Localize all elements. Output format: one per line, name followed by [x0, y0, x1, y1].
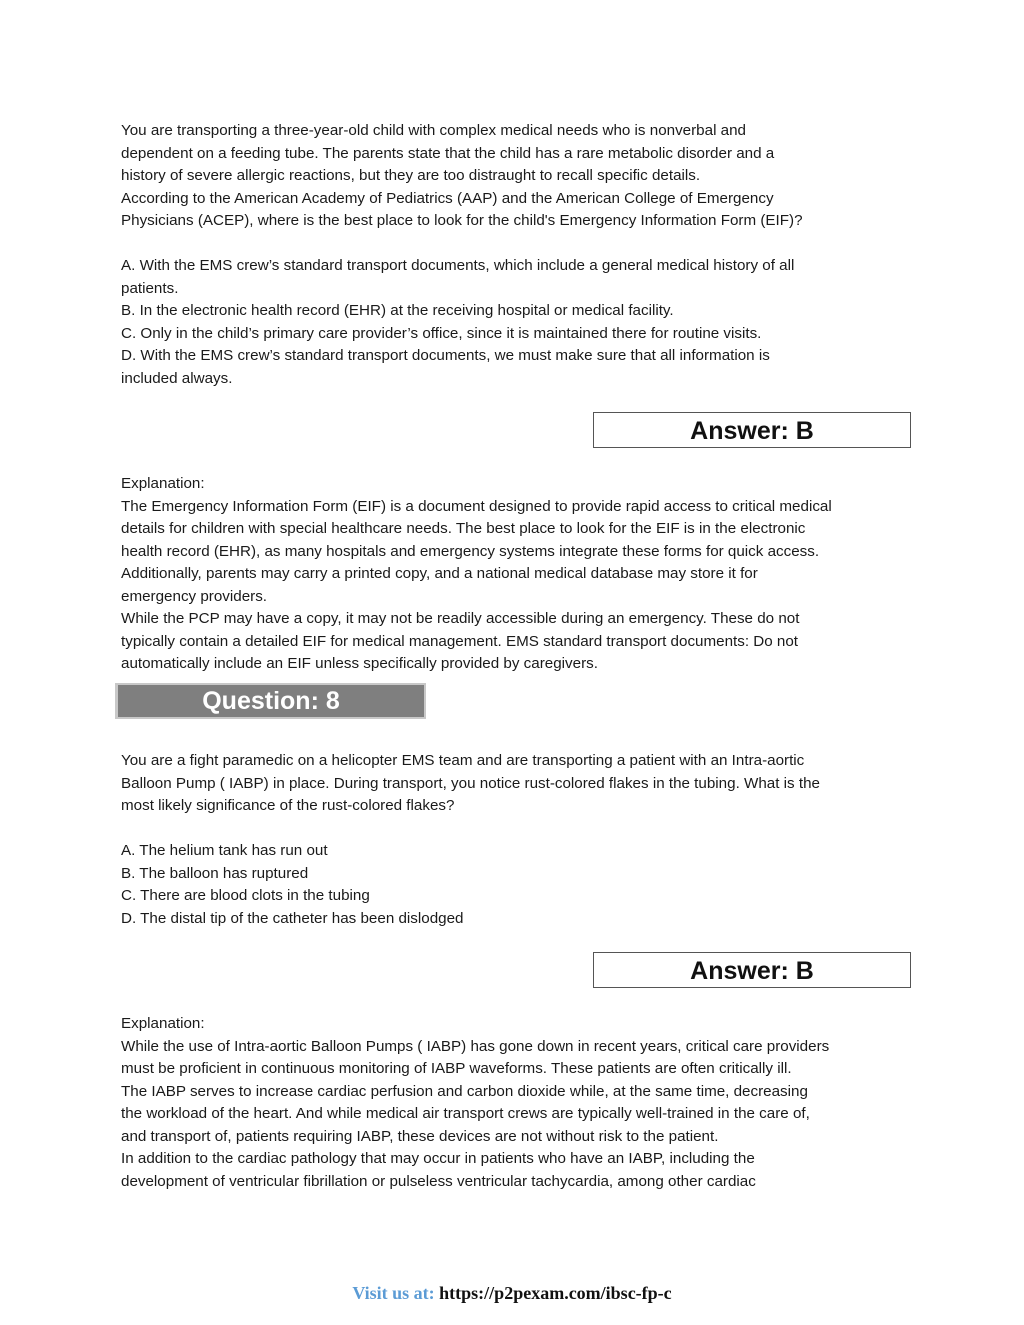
q7-option: D. With the EMS crew’s standard transport documents, we must make sure that all information is: [121, 347, 770, 364]
q8-stem: [121, 750, 911, 818]
q8-stem-line: You are a fight paramedic on a helicopter EMS team and are transporting a patient with an Intra-aortic: [121, 752, 805, 769]
q8-explanation-line: In addition to the cardiac pathology that may occur in patients who have an IABP, including the: [121, 1150, 755, 1167]
q7-explanation-line: The Emergency Information Form (EIF) is a document designed to provide rapid access to critical medical: [121, 497, 832, 515]
q7-explanation-line: automatically include an EIF unless specifically provided by caregivers.: [121, 655, 598, 672]
q8-option: D. The distal tip of the catheter has been dislodged: [121, 909, 464, 927]
q8-explanation-line: The IABP serves to increase cardiac perfusion and carbon dioxide while, at the same time, decreasing: [121, 1082, 808, 1100]
q7-stem-line: history of severe allergic reactions, but they are too distraught to recall specific details.: [121, 167, 701, 184]
page-footer: [0, 1283, 1024, 1304]
q7-option: patients.: [121, 279, 179, 297]
q8-explanation: [121, 1013, 911, 1193]
q8-explanation-line: and transport of, patients requiring IABP, these devices are not without risk to the patient.: [121, 1127, 719, 1145]
q8-stem-line: most likely significance of the rust-colored flakes?: [121, 797, 455, 814]
q8-explanation-line: Explanation:: [121, 1015, 205, 1032]
q7-explanation-line: typically contain a detailed EIF for medical management. EMS standard transport documents: Do not: [121, 632, 799, 650]
q8-explanation-line: development of ventricular fibrillation or pulseless ventricular tachycardia, among other cardiac: [121, 1172, 756, 1190]
q7-stem-line: You are transporting a three-year-old child with complex medical needs who is nonverbal and: [121, 122, 747, 139]
q8-option: A. The helium tank has run out: [121, 842, 328, 859]
q7-stem-line: dependent on a feeding tube. The parents state that the child has a rare metabolic disorder and a: [121, 144, 775, 162]
q7-explanation-line: details for children with special healthcare needs. The best place to look for the EIF is in the electronic: [121, 520, 806, 537]
q8-explanation-line: While the use of Intra-aortic Balloon Pumps ( IABP) has gone down in recent years, critical care providers: [121, 1037, 830, 1055]
q7-explanation: [121, 473, 911, 676]
q8-answer-box: Answer: B: [593, 952, 911, 988]
q7-answer-box: Answer: B: [593, 412, 911, 448]
q7-option: B. In the electronic health record (EHR) at the receiving hospital or medical facility.: [121, 302, 674, 319]
q8-stem-line: Balloon Pump ( IABP) in place. During transport, you notice rust-colored flakes in the tubing. What is the: [121, 774, 820, 792]
q7-explanation-line: emergency providers.: [121, 587, 268, 605]
q7-option: included always.: [121, 369, 233, 387]
q8-options: [121, 840, 911, 930]
q8-option: C. There are blood clots in the tubing: [121, 887, 370, 904]
q7-option: C. Only in the child’s primary care provider’s office, since it is maintained there for routine visits.: [121, 324, 762, 342]
q7-explanation-line: Additionally, parents may carry a printed copy, and a national medical database may store it for: [121, 565, 758, 582]
q8-option: B. The balloon has ruptured: [121, 864, 309, 882]
q7-stem: [121, 120, 911, 233]
q7-option: A. With the EMS crew’s standard transport documents, which include a general medical history of all: [121, 257, 795, 274]
q7-explanation-line: While the PCP may have a copy, it may not be readily accessible during an emergency. These do not: [121, 610, 800, 627]
footer-link[interactable]: https://p2pexam.com/ibsc-fp-c: [439, 1283, 672, 1303]
q8-explanation-line: the workload of the heart. And while medical air transport crews are typically well-trained in the care of,: [121, 1105, 810, 1122]
q7-explanation-line: health record (EHR), as many hospitals and emergency systems integrate these forms for quick access.: [121, 542, 820, 560]
q8-explanation-line: must be proficient in continuous monitoring of IABP waveforms. These patients are often critically ill.: [121, 1060, 792, 1077]
q7-explanation-line: Explanation:: [121, 475, 205, 492]
footer-label: Visit us at:: [352, 1283, 435, 1303]
q7-options: [121, 255, 911, 390]
q7-stem-line: According to the American Academy of Pediatrics (AAP) and the American College of Emergency: [121, 189, 774, 207]
q7-stem-line: Physicians (ACEP), where is the best place to look for the child's Emergency Information Form (EIF)?: [121, 212, 803, 229]
question-heading-bar: [115, 683, 426, 719]
question-heading: Question: 8: [202, 687, 340, 715]
